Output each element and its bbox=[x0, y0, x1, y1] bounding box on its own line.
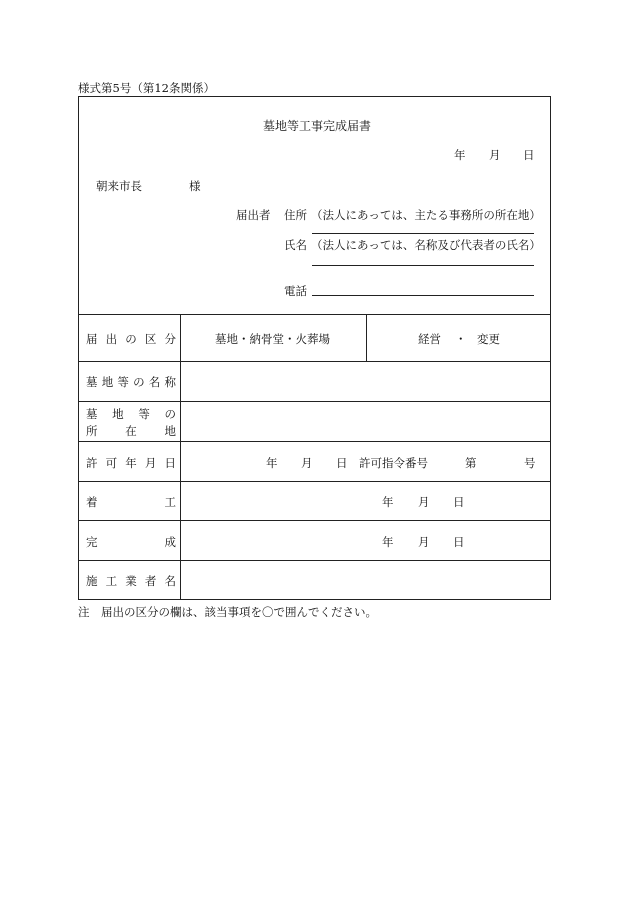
document-title: 墓地等工事完成届書 bbox=[263, 119, 372, 133]
category-type-change[interactable]: 変更 bbox=[477, 332, 500, 346]
location-label-line1: 墓 地 等 の bbox=[86, 407, 176, 421]
name-underline[interactable] bbox=[312, 265, 534, 266]
form-frame bbox=[78, 96, 551, 600]
form-number: 様式第5号（第12条関係） bbox=[78, 81, 215, 95]
rule-6 bbox=[78, 560, 551, 561]
category-facility-options[interactable]: 墓地・納骨堂・火葬場 bbox=[215, 332, 330, 346]
rule-2 bbox=[78, 401, 551, 402]
notifier-label: 届出者 bbox=[236, 208, 271, 222]
complete-day: 日 bbox=[453, 535, 465, 549]
phone-label: 電話 bbox=[284, 284, 307, 298]
footnote: 注 届出の区分の欄は、該当事項を〇で囲んでください。 bbox=[78, 605, 377, 619]
rule-header-bottom bbox=[78, 314, 551, 315]
permit-date-label: 許 可 年 月 日 bbox=[86, 456, 176, 470]
category-type-operate[interactable]: 経営 bbox=[418, 332, 441, 346]
permit-day: 日 bbox=[336, 456, 348, 470]
complete-year: 年 bbox=[382, 535, 394, 549]
permit-month: 月 bbox=[301, 456, 313, 470]
phone-underline[interactable] bbox=[312, 295, 534, 296]
category-divider bbox=[366, 314, 367, 361]
addressee-name: 朝来市長 bbox=[96, 179, 142, 193]
address-label: 住所 bbox=[284, 208, 307, 222]
addressee-honorific: 様 bbox=[189, 179, 201, 193]
name-note: （法人にあっては、名称及び代表者の氏名） bbox=[311, 238, 541, 252]
date-month: 月 bbox=[489, 148, 501, 162]
label-column-divider bbox=[180, 314, 181, 600]
start-label: 着 工 bbox=[86, 495, 176, 509]
permit-number-dai: 第 bbox=[465, 456, 477, 470]
rule-1 bbox=[78, 361, 551, 362]
complete-month: 月 bbox=[418, 535, 430, 549]
contractor-label: 施 工 業 者 名 bbox=[86, 574, 176, 588]
location-field[interactable] bbox=[182, 403, 548, 439]
cemetery-name-label: 墓 地 等 の 名 称 bbox=[86, 375, 176, 389]
start-year: 年 bbox=[382, 495, 394, 509]
contractor-field[interactable] bbox=[182, 562, 548, 598]
complete-label: 完 成 bbox=[86, 535, 176, 549]
permit-number-label: 許可指令番号 bbox=[359, 456, 428, 470]
address-underline[interactable] bbox=[312, 233, 534, 234]
rule-3 bbox=[78, 441, 551, 442]
date-day: 日 bbox=[523, 148, 535, 162]
start-day: 日 bbox=[453, 495, 465, 509]
permit-year: 年 bbox=[266, 456, 278, 470]
category-type-separator: ・ bbox=[455, 332, 467, 346]
name-label: 氏名 bbox=[284, 238, 307, 252]
rule-4 bbox=[78, 481, 551, 482]
permit-number-go: 号 bbox=[524, 456, 536, 470]
rule-5 bbox=[78, 520, 551, 521]
category-label: 届 出 の 区 分 bbox=[86, 332, 176, 346]
location-label-line2: 所 在 地 bbox=[86, 424, 176, 438]
start-month: 月 bbox=[418, 495, 430, 509]
address-note: （法人にあっては、主たる事務所の所在地） bbox=[311, 208, 541, 222]
cemetery-name-field[interactable] bbox=[182, 363, 548, 399]
date-year: 年 bbox=[454, 148, 466, 162]
